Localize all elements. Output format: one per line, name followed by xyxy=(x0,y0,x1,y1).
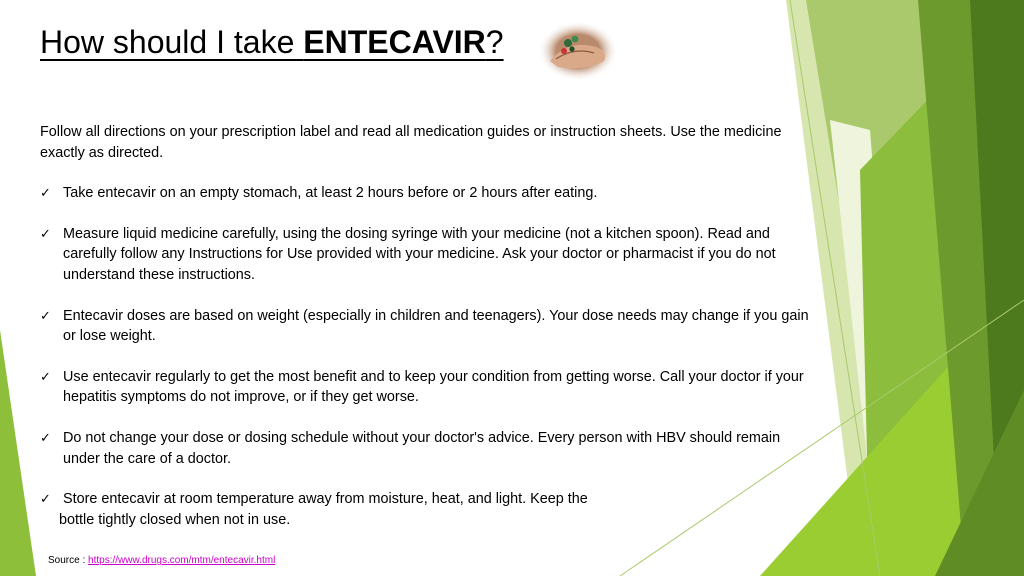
list-item xyxy=(40,224,810,286)
list-item-text: Entecavir doses are based on weight (especially in children and teenagers). Your dose needs may change if you gain or lose weight. xyxy=(63,307,809,345)
list-item-text: Take entecavir on an empty stomach, at least 2 hours before or 2 hours after eating. xyxy=(63,185,598,202)
list-item-text: Do not change your dose or dosing schedule without your doctor's advice. Every person with HBV should remain under the care of a doctor. xyxy=(63,429,781,467)
list-item xyxy=(40,428,810,469)
list-item-text-line2: bottle tightly closed when not in use. xyxy=(59,511,291,528)
title-prefix: How should I take xyxy=(40,24,304,60)
list-item xyxy=(40,306,810,347)
source-label: Source : xyxy=(48,555,89,566)
source-link[interactable]: https://www.drugs.com/mtm/entecavir.html xyxy=(88,555,276,566)
instructions-body xyxy=(40,122,810,530)
list-item-text: Use entecavir regularly to get the most benefit and to keep your condition from getting worse. Call your doctor if your hepatitis symptoms do not improve, or if they get worse. xyxy=(63,368,804,406)
list-item xyxy=(40,367,810,408)
checkmark-icon: ✓ xyxy=(40,491,51,507)
list-item xyxy=(40,183,810,204)
left-green-sliver xyxy=(0,330,36,576)
list-item-text-line1: Store entecavir at room temperature away from moisture, heat, and light. Keep the xyxy=(63,491,588,508)
list-item-text: Measure liquid medicine carefully, using the dosing syringe with your medicine (not a kitchen spoon). Read and carefully follow any Instructions for Use provided with your medicine. Ask your doctor or pharmacist if you do not understand these instructions. xyxy=(63,225,776,283)
pills-in-hand-image xyxy=(538,21,618,81)
page-title xyxy=(40,22,504,62)
checkmark-icon: ✓ xyxy=(40,368,51,384)
source-citation xyxy=(48,554,275,568)
checkmark-icon: ✓ xyxy=(40,225,51,241)
list-item xyxy=(40,489,810,530)
checkmark-icon: ✓ xyxy=(40,185,51,201)
title-suffix: ? xyxy=(485,24,504,60)
intro-paragraph: Follow all directions on your prescription label and read all medication guides or instruction sheets. Use the medicine exactly as directed. xyxy=(40,124,782,161)
checkmark-icon: ✓ xyxy=(40,429,51,445)
checkmark-icon: ✓ xyxy=(40,307,51,323)
title-drug-name: ENTECAVIR xyxy=(303,24,486,60)
